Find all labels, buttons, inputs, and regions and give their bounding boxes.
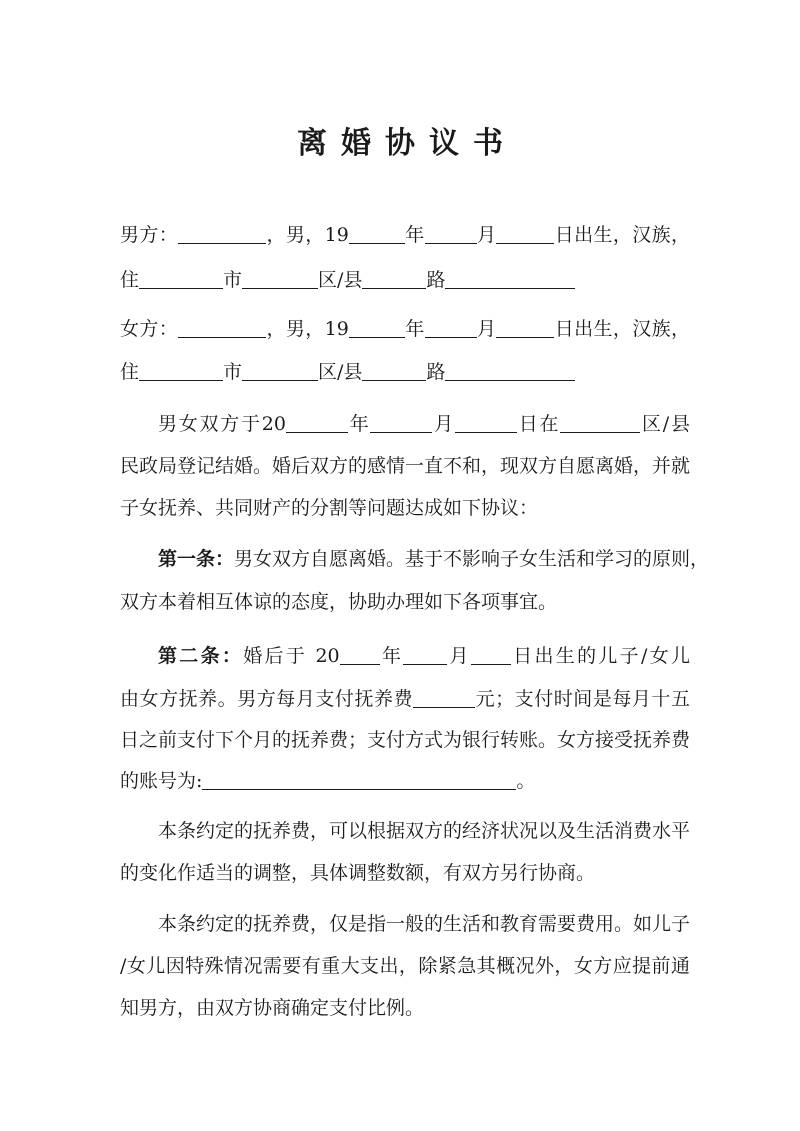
support-amount-blank bbox=[413, 688, 475, 708]
article-2-text-c: 元；支付时间是每月十五 bbox=[475, 688, 690, 710]
article-2-text-end: 日出生的儿子/女儿 bbox=[510, 645, 690, 667]
female-label: 女方： bbox=[120, 318, 179, 340]
article-2-year-label: 年 bbox=[379, 645, 404, 667]
male-district-label: 区/县 bbox=[318, 269, 363, 291]
female-live-label: 住 bbox=[120, 361, 140, 383]
male-road-blank bbox=[362, 269, 426, 289]
male-month-blank bbox=[425, 224, 477, 244]
article-2-line-3: 日之前支付下个月的抚养费；支付方式为银行转账。女方接受抚养费 bbox=[120, 729, 691, 751]
article-2-line-2 bbox=[120, 688, 690, 709]
article-2-line-4 bbox=[120, 770, 690, 791]
intro-year-label: 年 bbox=[347, 413, 371, 435]
marriage-month-blank bbox=[370, 413, 432, 433]
female-gender: ，男，19 bbox=[266, 318, 349, 340]
female-road-blank bbox=[362, 361, 426, 381]
male-name-blank bbox=[178, 224, 266, 244]
article-2-text-a: 婚后于 20 bbox=[243, 645, 340, 667]
female-city-label: 市 bbox=[223, 361, 243, 383]
article-2-text-b: 由女方抚养。男方每月支付抚养费 bbox=[120, 688, 414, 710]
male-label: 男方： bbox=[120, 224, 179, 246]
male-live-label: 住 bbox=[120, 269, 140, 291]
intro-line-2: 民政局登记结婚。婚后双方的感情一直不和，现双方自愿离婚，并就 bbox=[120, 455, 691, 477]
female-road-label: 路 bbox=[426, 361, 446, 383]
intro-day-label: 日在 bbox=[517, 413, 561, 435]
male-line-1 bbox=[120, 224, 690, 245]
male-day-blank bbox=[496, 224, 554, 244]
male-gender: ，男，19 bbox=[266, 224, 349, 246]
article-2-month-label: 月 bbox=[447, 645, 471, 667]
female-month-blank bbox=[425, 318, 477, 338]
marriage-day-blank bbox=[455, 413, 517, 433]
female-district-label: 区/县 bbox=[318, 361, 363, 383]
marriage-district-blank bbox=[560, 413, 640, 433]
male-road-label: 路 bbox=[426, 269, 446, 291]
account-period: 。 bbox=[516, 770, 536, 792]
female-city-blank bbox=[139, 361, 223, 381]
female-birth-label: 日出生，汉族， bbox=[554, 318, 690, 340]
article-1-line-2: 双方本着相互体谅的态度，协助办理如下各项事宜。 bbox=[120, 591, 558, 613]
adjust-line-2: 的变化作适当的调整，具体调整数额，有双方另行协商。 bbox=[120, 862, 596, 884]
male-city-label: 市 bbox=[223, 269, 243, 291]
intro-line-3: 子女抚养、共同财产的分割等问题达成如下协议： bbox=[120, 497, 539, 519]
female-name-blank bbox=[178, 318, 266, 338]
article-2-line-1 bbox=[158, 645, 690, 666]
special-line-1: 本条约定的抚养费，仅是指一般的生活和教育需要费用。如儿子 bbox=[158, 913, 691, 935]
male-month-label: 月 bbox=[476, 224, 497, 246]
child-year-blank bbox=[340, 645, 380, 665]
account-label: 的账号为: bbox=[120, 770, 203, 792]
account-number-blank bbox=[202, 770, 516, 790]
female-line-2 bbox=[120, 361, 690, 382]
intro-line-1 bbox=[158, 413, 690, 434]
article-2-heading: 第二条： bbox=[158, 645, 244, 667]
adjust-line-1: 本条约定的抚养费，可以根据双方的经济状况以及生活消费水平 bbox=[158, 820, 691, 842]
male-address-blank bbox=[445, 269, 575, 289]
intro-month-label: 月 bbox=[432, 413, 455, 435]
intro-text-a: 男女双方于20 bbox=[158, 413, 286, 435]
marriage-year-blank bbox=[286, 413, 348, 433]
female-year-label: 年 bbox=[404, 318, 425, 340]
child-day-blank bbox=[471, 645, 511, 665]
special-line-3: 知男方，由双方协商确定支付比例。 bbox=[120, 997, 425, 1019]
male-year-blank bbox=[349, 224, 405, 244]
male-district-blank bbox=[242, 269, 318, 289]
special-line-2: /女儿因特殊情况需要有重大支出，除紧急其概况外，女方应提前通 bbox=[120, 955, 690, 977]
article-1-line-1 bbox=[158, 548, 710, 570]
female-address-blank bbox=[445, 361, 575, 381]
female-line-1 bbox=[120, 318, 690, 339]
male-year-label: 年 bbox=[404, 224, 425, 246]
page-title: 离婚协议书 bbox=[297, 126, 517, 161]
article-1-heading: 第一条： bbox=[158, 548, 235, 570]
female-day-blank bbox=[496, 318, 554, 338]
male-line-2 bbox=[120, 269, 690, 290]
male-birth-label: 日出生，汉族， bbox=[554, 224, 690, 246]
article-1-text: 男女双方自愿离婚。基于不影响子女生活和学习的原则， bbox=[234, 548, 710, 570]
intro-district-label: 区/县 bbox=[640, 413, 690, 435]
male-city-blank bbox=[139, 269, 223, 289]
child-month-blank bbox=[403, 645, 447, 665]
female-year-blank bbox=[349, 318, 405, 338]
female-district-blank bbox=[242, 361, 318, 381]
female-month-label: 月 bbox=[476, 318, 497, 340]
